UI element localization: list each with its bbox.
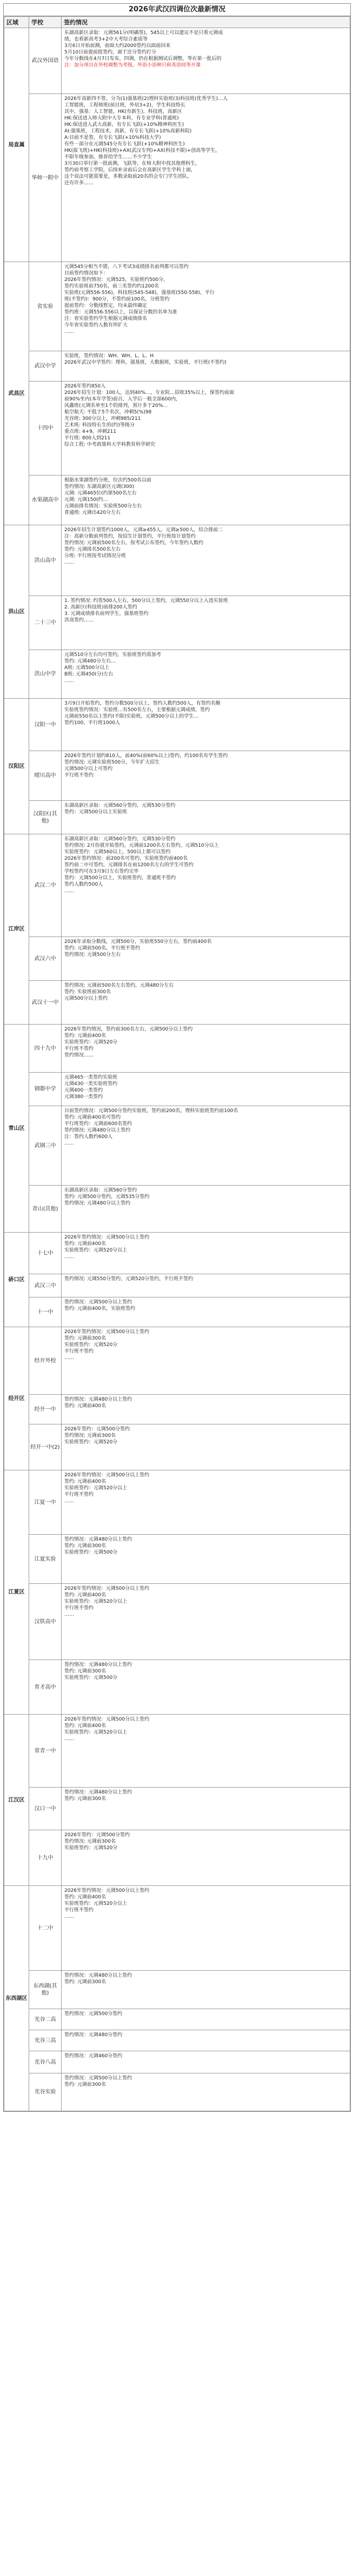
table-row: [4, 1274, 350, 1297]
info-cell: [62, 476, 350, 525]
info-line: 签约: 元调前300名: [64, 1336, 106, 1341]
info-line: 签约: 元调前400名: [64, 1479, 106, 1484]
info-line: 普通班: 元调出420分左右: [64, 510, 121, 516]
info-line: 签约: 元调前300名: [64, 1979, 106, 1985]
info-line: 班(不签约)：900分，不签约前100名，分班签约: [64, 297, 170, 302]
info-line: 绩，也看新高考3+2中大考综合素质等: [64, 37, 148, 42]
info-line: 签约情况: 元调前300名: [64, 1839, 116, 1844]
school-cell: 武汉中学: [29, 351, 62, 382]
info-line: 元调: 元调465位(约第500名左右: [64, 491, 137, 496]
info-cell: [62, 1106, 350, 1186]
info-line: 签约情况: 2月份就开始签约，元调前1200名左右签约，元调510分以上: [64, 843, 219, 848]
info-line: 目前签约情况：元调500分签约实验班，签约前200名，理科实验班签约前100名: [64, 1108, 238, 1114]
info-line: 今年分数线在4月7日发布，四调，仍在根据测试后调整，等在第一批后的: [64, 56, 222, 62]
info-line: 元调430一类实验班签约: [64, 1081, 118, 1087]
school-cell: 常青一中: [29, 1715, 62, 1788]
info-line: 注：省实验签约学生根据元调成绩排名: [64, 316, 148, 322]
table-row: [4, 1660, 350, 1715]
table-row: [4, 94, 350, 262]
info-cell: [62, 1395, 350, 1424]
info-line: 签约人数约500人: [64, 882, 103, 887]
info-line: 重点班: 4+9，冲刺211: [64, 429, 117, 434]
info-line: 平行班不签约: [64, 1349, 94, 1354]
info-cell: [62, 1186, 350, 1233]
info-line: 注：加分项目在外校调整为考级，外语小语种只和英语同等开课: [64, 63, 201, 68]
info-line: 签约班：元调556-556以上，以保证分数的名单为准: [64, 310, 177, 315]
info-cell: [62, 1788, 350, 1830]
info-line: 3. 元调成绩排名前列学生，强基班签约: [64, 611, 149, 617]
info-line: 签约情况：元调480分以上签约: [64, 1790, 132, 1795]
info-line: 签约: 元调前500名，平行班不签约: [64, 946, 141, 951]
info-cell: [62, 1327, 350, 1395]
info-cell: [62, 2030, 350, 2051]
info-cell: [62, 1715, 350, 1788]
info-line: AI:强基班，工程技术，高新，有专长飞跃(+10%高新科院): [64, 129, 192, 134]
school-cell: 四十九中: [29, 1025, 62, 1073]
info-line: 实验班签约：元调500分: [64, 1550, 118, 1555]
info-line: 签约: 元调前300名: [64, 1796, 106, 1802]
info-line: 签约: 实验班前300名: [64, 989, 111, 995]
info-line: 元调510分左右均可签约，实验班签约需加考: [64, 652, 162, 658]
info-cell: [62, 1886, 350, 1971]
table-row: [4, 28, 350, 94]
info-cell: [62, 351, 350, 382]
info-line: 平行班不签约: [64, 773, 94, 778]
info-line: 签约前考察工学院，后续补录前后会在高新区学生学科上面，: [64, 168, 196, 173]
table-row: [4, 1233, 350, 1274]
school-cell: 光谷八高: [29, 2051, 62, 2073]
info-line: ……: [64, 560, 74, 565]
info-line: 2026年录取分数线，元调500分，实验班550分左右，签约前400名: [64, 939, 212, 945]
info-line: 签约100、平行班1000人: [64, 720, 121, 726]
info-line: 签约情况：元调460分签约: [64, 2053, 123, 2059]
info-line: 2026年签约：元调500分签约: [64, 1832, 130, 1838]
info-cell: [62, 2009, 350, 2030]
info-line: 平行班签约：元调前600名签约: [64, 1121, 132, 1127]
info-line: 3月6日开始前测，前面大约2000签约以面前回来: [64, 43, 171, 49]
info-cell: [62, 751, 350, 801]
school-cell: 江夏一中: [29, 1470, 62, 1535]
info-line: 2. 高新区(科技班)前排200人签约: [64, 605, 137, 610]
info-line: 2026年高新四不签，分为(1)强基班(2)理科实验班(3)科技班(优秀学生)…人: [64, 96, 228, 102]
table-row: [4, 382, 350, 476]
info-line: 签约情况：元调500分签约: [64, 2011, 123, 2017]
info-line: 2026年签约计划约810人，前40%(前60%以上)签约，约100名有学生签约: [64, 753, 228, 759]
info-cell: [62, 801, 350, 834]
table-row: [4, 351, 350, 382]
table-row: [4, 1327, 350, 1395]
info-line: 平行班不签约: [64, 1605, 94, 1611]
info-cell: [62, 1424, 350, 1470]
school-cell: 十七中: [29, 1233, 62, 1274]
school-cell: 十四中: [29, 382, 62, 476]
info-cell: [62, 1470, 350, 1535]
table-row: [4, 1424, 350, 1470]
school-cell: 汉阳区(其他): [29, 801, 62, 834]
info-line: HK(拔飞班)+HK(科技班)+AX(武汉专列)+AX(科技不限)+创高等学生，: [64, 148, 221, 153]
info-line: 不限年级参加，推荐给学生……不少学生: [64, 155, 152, 160]
district-cell: 江汉区: [4, 1715, 29, 1886]
school-cell: 经开外校: [29, 1327, 62, 1395]
table-row: [4, 1186, 350, 1233]
info-line: 实验班签约：元调520分以上: [64, 1599, 128, 1604]
header-school: 学校: [29, 17, 62, 28]
info-cell: [62, 1584, 350, 1660]
table-row: [4, 1715, 350, 1788]
info-cell: [62, 981, 350, 1025]
school-cell: 光谷三高: [29, 2030, 62, 2051]
school-cell: 武汉外国语: [29, 28, 62, 94]
info-line: 签约情况：元调500分以上签约: [64, 1300, 132, 1305]
info-line: ……: [64, 329, 74, 334]
info-line: ……: [64, 1355, 74, 1361]
table-row: [4, 262, 350, 351]
info-line: 光谷班: 300分以上，冲刺985/211: [64, 416, 141, 421]
info-line: 元调465一类签约实验班: [64, 1075, 118, 1080]
info-line: 实验班签约：元调520分以上: [64, 1486, 128, 1491]
info-cell: [62, 382, 350, 476]
info-cell: [62, 1971, 350, 2009]
school-cell: 水果湖高中: [29, 476, 62, 525]
info-line: 签约: 元调前400名: [64, 1593, 106, 1598]
info-line: 东湖高新区录取：元调561分(明确签)，545以上可以建议不是只看元调成: [64, 30, 223, 36]
school-cell: 青山(其他): [29, 1186, 62, 1233]
info-line: 1. 签约情况: 约签500人左右，500分以上签约，元调550分以上入选实验班: [64, 598, 228, 604]
school-cell: 武钢三中: [29, 1106, 62, 1186]
info-line: 艺术班: 科技特长生的(约)等级分: [64, 423, 135, 428]
table-row: [4, 1395, 350, 1424]
info-line: 元调400一类签约: [64, 1088, 103, 1093]
info-line: 元调前550名以上签约(不限)实验班，元调500分以上的学生…: [64, 714, 199, 719]
info-cell: [62, 2073, 350, 2111]
info-cell: [62, 937, 350, 981]
info-line: 2026年签约情况：元调525，实验班约500分，: [64, 277, 169, 283]
info-line: 2026年签约情况：前200名可签约，实验班签约前400名: [64, 856, 188, 861]
school-cell: 晴川高中: [29, 751, 62, 801]
info-line: 根据水果湖签约分班，位次约500名以前: [64, 478, 152, 483]
info-line: 有些一部分在元调545分有专长飞跃(+10%精神科医生): [64, 142, 185, 147]
info-cell: [62, 525, 350, 596]
info-line: 签约情况：元调480分以上签约: [64, 1397, 132, 1402]
table-row: [4, 1584, 350, 1660]
info-cell: [62, 94, 350, 262]
school-cell: 光谷二高: [29, 2009, 62, 2030]
info-line: 元调500分以上可签约: [64, 766, 113, 772]
info-line: 签约情况: 元调前300名: [64, 1433, 116, 1438]
info-line: 实验班签约：元调520分: [64, 1845, 118, 1851]
info-line: 注：签约人数约600人: [64, 1134, 113, 1140]
school-cell: 华师一附中: [29, 94, 62, 262]
info-line: 签约情况：元调480分签约: [64, 2032, 123, 2038]
enrollment-sheet: [3, 3, 351, 2112]
info-line: 2026年签约情况：元调500分以上签约: [64, 1473, 150, 1478]
info-line: ……: [64, 1612, 74, 1617]
info-line: 实验班签约：元调520分以上: [64, 1248, 128, 1253]
info-line: 签约情况: 元调前500名左右签约，元调480分左右: [64, 983, 174, 988]
info-cell: [62, 699, 350, 751]
table-row: [4, 937, 350, 981]
info-line: 签约: 元调排名500名左右: [64, 547, 121, 552]
enrollment-table: [4, 16, 350, 2111]
district-cell: 洪山区: [4, 525, 29, 699]
table-row: [4, 2009, 350, 2030]
info-line: 签约情况：元调500分以上签约: [64, 2076, 132, 2081]
info-line: 实验班签约：元调520分: [64, 1040, 118, 1045]
info-cell: [62, 262, 350, 351]
school-cell: 经开一中: [29, 1395, 62, 1424]
info-line: 实验班(元调556-556)，科技班(545-548)，强基班(550-558)，平行: [64, 290, 215, 296]
info-line: 东湖高新区录取：元调560分签约: [64, 1188, 137, 1193]
info-line: 今年省实验签约人数有所扩大: [64, 323, 128, 328]
info-cell: [62, 1025, 350, 1073]
header-info: 签约情况: [62, 17, 350, 28]
info-line: 前90%至内(本年学签)前百，入学后一般全部600内，: [64, 397, 181, 402]
info-line: 3月9日开始签约，签约分数500分以上，签约人数约500人，有签约名额: [64, 701, 221, 706]
info-line: 这个说法可能需要是，多数录取前20名的会专门学生团队，: [64, 174, 192, 179]
info-cell: [62, 1660, 350, 1715]
info-line: HK:保送进入武大高新，有专长飞跃(+10%精神科医生): [64, 122, 184, 128]
table-row: [4, 650, 350, 699]
info-line: ……: [64, 1914, 74, 1919]
info-line: 签约: 元调前400名，实验班签约: [64, 1306, 136, 1312]
info-line: 签约: 元调前400名: [64, 1033, 106, 1039]
info-line: ……: [64, 678, 74, 684]
info-line: A班: 元调500分以上: [64, 665, 110, 671]
school-cell: 武汉三中: [29, 1274, 62, 1297]
info-line: 注：高新分数前列签约，按招生计划签约，平行班按计划签约: [64, 534, 196, 539]
info-line: 签约前二中可签约，元调排名在前1200名左右的学生可签约: [64, 862, 194, 868]
info-line: 元调500分以上签约: [64, 996, 108, 1001]
info-line: 签约情况: 元调550分签约，元调520分签约，平行班不签约: [64, 1276, 194, 1282]
info-line: 平行班不签约: [64, 1492, 94, 1497]
info-line: 工智能班，工程师班(前目班，外培3+2)，学生科技特长: [64, 103, 186, 108]
info-line: 元调: 元调150(约…: [64, 497, 108, 503]
info-line: 签约：元调500分以上实验班: [64, 809, 128, 815]
info-cell: [62, 1830, 350, 1886]
info-line: 签约：元调500分以上，实验班签约，普通班不签约: [64, 875, 176, 881]
table-row: [4, 1886, 350, 1971]
table-row: [4, 596, 350, 650]
info-line: 实验班签约：元调520分: [64, 1440, 118, 1445]
info-line: 2026年招生计划签约1000人，元调≥455人，元调≥500人，综合排前二: [64, 527, 223, 533]
info-line: 实验班签约：元调520分以上: [64, 1730, 128, 1735]
table-row: [4, 476, 350, 525]
info-line: 3月30日举行第一批前测，飞跃等，在师大附中找其他理科生，: [64, 161, 201, 166]
info-line: 2026年签约情况：元调500分以上签约: [64, 1717, 150, 1722]
info-line: 元调380一类签约: [64, 1094, 103, 1100]
info-line: A:目前不是签，有专长飞跃(+10%科技大学): [64, 135, 161, 140]
info-line: 东湖高新区录取：元调560分签约，元调530分签约: [64, 837, 176, 842]
info-cell: [62, 1073, 350, 1106]
info-line: 签约情况: 元调480分以上签约: [64, 1201, 131, 1206]
info-line: 2026年签约850人: [64, 384, 106, 389]
info-line: 2026年签约情况：元调500分以上签约: [64, 1329, 150, 1335]
info-line: ……: [64, 1498, 74, 1504]
info-line: 东湖高新区录取：元调560分签约，元调530分签约: [64, 803, 176, 808]
info-cell: [62, 1535, 350, 1584]
school-cell: 钢都中学: [29, 1073, 62, 1106]
info-line: 签约: 元调前400名: [64, 1723, 106, 1729]
info-line: 分班: 平行班按考试情况分班: [64, 553, 126, 559]
school-cell: 武汉二中: [29, 834, 62, 937]
table-row: [4, 2073, 350, 2111]
table-row: [4, 801, 350, 834]
table-row: [4, 1535, 350, 1584]
table-row: [4, 981, 350, 1025]
table-row: [4, 1073, 350, 1106]
school-cell: 经开一中(2): [29, 1424, 62, 1470]
info-line: 2026年签约情况：元调500分以上签约: [64, 1235, 150, 1240]
district-cell: 武昌区: [4, 262, 29, 525]
info-line: 实验班签约：元调520分以上: [64, 1901, 128, 1906]
info-cell: [62, 2051, 350, 2073]
info-line: 平行班不签约: [64, 1908, 94, 1913]
info-line: 2026年武汉中学签约：理科，强基班，大数据班，实验班，平行班(不签约): [64, 360, 227, 365]
info-line: 2026年签约情况，签约前300名左右，元调500分以上签约: [64, 1027, 193, 1032]
table-body: [4, 28, 350, 2111]
info-line: B班: 元调450(分)左右: [64, 672, 114, 677]
info-line: 2026年招生计划：100人，达到40%…，专业院…招收35%以上，保签约前面: [64, 390, 235, 396]
table-row: [4, 834, 350, 937]
district-cell: 经开区: [4, 1327, 29, 1470]
info-line: 签约: 元调前400名: [64, 1241, 106, 1247]
school-cell: 汉口一中: [29, 1788, 62, 1830]
table-row: [4, 1297, 350, 1327]
info-line: 风鑫班(元调名单至1个的排列，预计多于20%…: [64, 403, 168, 409]
info-line: 签约情况: 元调480分以上签约: [64, 1128, 131, 1133]
info-line: 签约: 元调前300名: [64, 2082, 106, 2087]
info-line: 签约情况: 元调前500名左右，按考试公布签约，今年签约人数约: [64, 540, 204, 546]
info-line: 平行班: 800人到211: [64, 436, 111, 441]
table-header-row: [4, 17, 350, 28]
school-cell: 洪山中学: [29, 650, 62, 699]
info-line: 签约: 元调前400名: [64, 1895, 106, 1900]
school-cell: 十二中: [29, 1886, 62, 1971]
school-cell: 育才高中: [29, 1660, 62, 1715]
info-line: 提前签约：分数线暂定，均未最终确定: [64, 303, 148, 309]
info-cell: [62, 1274, 350, 1297]
info-cell: [62, 28, 350, 94]
school-cell: 武汉六中: [29, 937, 62, 981]
table-row: [4, 1106, 350, 1186]
info-line: 签约: 元调前300名: [64, 1543, 106, 1549]
school-cell: 二十三中: [29, 596, 62, 650]
table-row: [4, 1788, 350, 1830]
info-line: 签约情况: 元调实验班500分，今年扩大招生: [64, 760, 160, 765]
info-line: 签约情况: 东湖高新区元调(300): [64, 484, 135, 490]
school-cell: 十九中: [29, 1830, 62, 1886]
info-line: ……: [64, 1254, 74, 1260]
info-line: 签约情况: 元调500分左右: [64, 952, 121, 958]
info-line: 目前签约情况如下：: [64, 271, 109, 276]
info-line: 其中，强基：人工智能，HK(有新生)，科技班，高新区: [64, 109, 182, 115]
info-line: 签约情况：元调480分以上签约: [64, 1662, 132, 1668]
info-line: 签约实验班前750名，前三名签约约1200名: [64, 284, 159, 289]
info-line: ……: [64, 888, 74, 894]
info-line: 还有许多……: [64, 180, 94, 186]
info-cell: [62, 1233, 350, 1274]
info-line: 航空航天: 不低于5个名次，冲刺5(%)98: [64, 410, 152, 415]
info-line: 实验班签约：元调500分: [64, 1675, 118, 1681]
info-line: ……: [64, 1736, 74, 1742]
info-line: 元调前排名情况：实验班500分左右: [64, 504, 142, 509]
info-line: 平行班不签约: [64, 1046, 94, 1052]
table-row: [4, 1830, 350, 1886]
info-cell: [62, 1297, 350, 1327]
info-line: 2026年签约情况：元调500分以上签约: [64, 1888, 150, 1893]
info-line: 实验班签约：元调520分: [64, 1342, 118, 1348]
table-row: [4, 1025, 350, 1073]
info-line: 实验班，签约情况：WH、WH、L、L、H: [64, 353, 154, 359]
info-cell: [62, 650, 350, 699]
info-line: 实验班签约：元调560以上，500以上都可以签约: [64, 849, 171, 855]
school-cell: 十一中: [29, 1297, 62, 1327]
district-cell: 汉阳区: [4, 699, 29, 834]
info-line: 5月10日前提前批签约，面于还分签约打分: [64, 50, 157, 55]
school-cell: 东西湖(其他): [29, 1971, 62, 2009]
table-row: [4, 525, 350, 596]
school-cell: 省实验: [29, 262, 62, 351]
table-row: [4, 1971, 350, 2009]
district-cell: 江岸区: [4, 834, 29, 1025]
table-row: [4, 2051, 350, 2073]
school-cell: 江夏实验: [29, 1535, 62, 1584]
district-cell: 东西湖区: [4, 1886, 29, 2111]
school-cell: 洪山高中: [29, 525, 62, 596]
info-line: 学校签约可在3月9日左右签约完毕: [64, 869, 139, 874]
district-cell: 硚口区: [4, 1233, 29, 1327]
info-cell: [62, 596, 350, 650]
table-row: [4, 1470, 350, 1535]
info-line: 签约: 元调前400名可签约: [64, 1115, 121, 1120]
info-line: HK:保送进入师大附中大专本科，有专业学科(普通班): [64, 116, 179, 121]
info-line: 签约: 元调500分签约，元调535分签约: [64, 1194, 150, 1200]
district-cell: 江夏区: [4, 1470, 29, 1715]
table-row: [4, 699, 350, 751]
info-cell: [62, 834, 350, 937]
info-line: 签约: 元调前400名: [64, 1403, 106, 1409]
info-line: 签约情况：元调480分以上签约: [64, 1537, 132, 1542]
info-line: 洪高签约……: [64, 618, 94, 623]
info-line: 签约情况……: [64, 1053, 94, 1058]
district-cell: 局直属: [4, 28, 29, 262]
header-district: 区域: [4, 17, 29, 28]
info-line: 签约情况：元调480分以上签约: [64, 1973, 132, 1978]
info-line: 2026年签约情况：元调500分以上签约: [64, 1586, 150, 1591]
school-cell: 武汉十一中: [29, 981, 62, 1025]
info-line: 元调545分相当不错，八下考试3成绩排名前列都可以签约: [64, 264, 189, 270]
info-line: 综合工程: 中考政策科大学科教育科学研究: [64, 442, 155, 447]
info-line: 实验班签约情况：实验班…有500名左右，主要根据元调成绩，签约: [64, 707, 210, 713]
district-cell: 青山区: [4, 1025, 29, 1233]
info-line: 2026年签约：元调500分签约: [64, 1427, 130, 1432]
school-cell: 光谷实验: [29, 2073, 62, 2111]
school-cell: 汉铁高中: [29, 1584, 62, 1660]
school-cell: 汉阳一中: [29, 699, 62, 751]
table-row: [4, 2030, 350, 2051]
info-line: 签约: 元调前300名: [64, 1669, 106, 1674]
info-line: ……: [64, 1141, 74, 1146]
info-line: 签约: 元调480分左右…: [64, 659, 116, 664]
table-row: [4, 751, 350, 801]
page-title: 2026年武汉四调位次最新情况: [4, 4, 350, 16]
